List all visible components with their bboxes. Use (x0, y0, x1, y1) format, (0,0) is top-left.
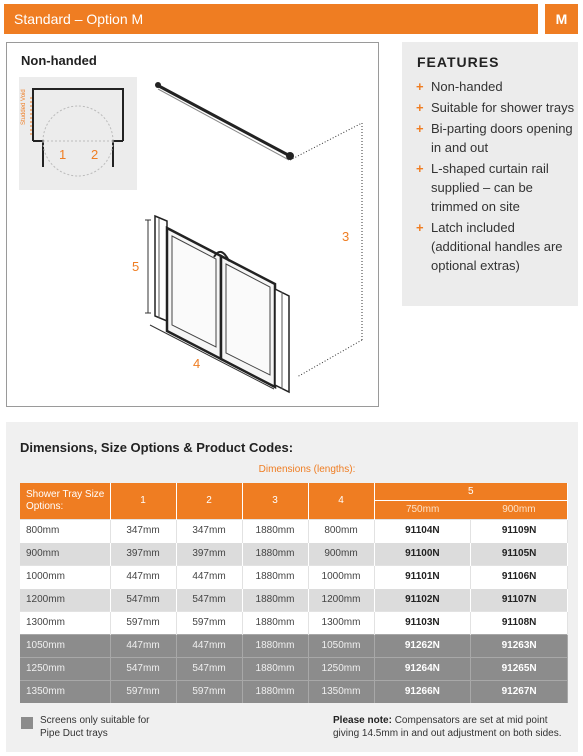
shower-screen-illustration (7, 43, 380, 408)
header-dim-4: 4 (308, 483, 374, 519)
feature-item: + Latch included (additional handles are optional extras) (416, 220, 563, 273)
cell-d3: 1880mm (242, 680, 308, 703)
cell-d4: 1350mm (308, 680, 374, 703)
feature-item: + L-shaped curtain rail supplied – can be trimmed on site (416, 161, 549, 214)
table-row (20, 634, 568, 657)
cell-d2: 447mm (176, 565, 242, 588)
cell-tray: 900mm (20, 542, 110, 565)
table-body (20, 519, 568, 703)
cell-code900: 91267N (471, 680, 568, 703)
compensator-note: Please note: Compensators are set at mid point giving 14.5mm in and out adjustment on both sides. (333, 715, 562, 739)
cell-d3: 1880mm (242, 634, 308, 657)
table-row (20, 565, 568, 588)
plus-icon: + (416, 121, 424, 136)
cell-d4: 1250mm (308, 657, 374, 680)
cell-d3: 1880mm (242, 519, 308, 542)
cell-code900: 91105N (471, 542, 568, 565)
feature-item: + Non-handed (416, 79, 503, 94)
cell-tray: 1350mm (20, 680, 110, 703)
cell-d1: 597mm (110, 611, 176, 634)
cell-d1: 347mm (110, 519, 176, 542)
cell-d4: 1000mm (308, 565, 374, 588)
cell-d2: 547mm (176, 657, 242, 680)
cell-d2: 547mm (176, 588, 242, 611)
cell-d2: 597mm (176, 611, 242, 634)
header-dim-5-750: 750mm (405, 504, 440, 516)
table-row (20, 680, 568, 703)
cell-code750: 91102N (374, 588, 471, 611)
section-header (4, 4, 538, 34)
table-row (20, 519, 568, 542)
size-options-table (20, 483, 568, 703)
header-dim-2: 2 (176, 483, 242, 519)
cell-code750: 91264N (374, 657, 471, 680)
product-diagram (6, 42, 379, 407)
features-panel (402, 42, 578, 306)
cell-code900: 91263N (471, 634, 568, 657)
header-tray-size: Shower Tray Size Options: (20, 483, 110, 519)
plan-door-2-label: 2 (91, 147, 99, 162)
cell-d3: 1880mm (242, 542, 308, 565)
dimensions-subtitle: Dimensions (lengths): (258, 464, 356, 475)
cell-code900: 91265N (471, 657, 568, 680)
features-title: FEATURES (417, 54, 500, 70)
dimension-4-label: 4 (193, 356, 201, 371)
header-dim-5 (374, 483, 568, 519)
cell-tray: 800mm (20, 519, 110, 542)
plan-door-1-label: 1 (59, 147, 67, 162)
cell-tray: 1050mm (20, 634, 110, 657)
table-header-row (20, 483, 568, 519)
plus-icon: + (416, 220, 424, 235)
cell-tray: 1000mm (20, 565, 110, 588)
plus-icon: + (416, 79, 424, 94)
diagram-title: Non-handed (21, 53, 97, 68)
studded-void-label: Studded Void (21, 89, 27, 125)
header-dim-1: 1 (110, 483, 176, 519)
table-row (20, 657, 568, 680)
table-row (20, 588, 568, 611)
cell-tray: 1300mm (20, 611, 110, 634)
cell-d1: 447mm (110, 634, 176, 657)
dimensions-title: Dimensions, Size Options & Product Codes: (20, 440, 294, 455)
plus-icon: + (416, 100, 424, 115)
plus-icon: + (416, 161, 424, 176)
cell-d4: 800mm (308, 519, 374, 542)
table-row (20, 611, 568, 634)
header-dim-5-label: 5 (375, 483, 568, 501)
cell-d2: 447mm (176, 634, 242, 657)
cell-d1: 447mm (110, 565, 176, 588)
cell-d2: 597mm (176, 680, 242, 703)
dimension-3-label: 3 (342, 229, 350, 244)
features-list (416, 77, 576, 277)
cell-d1: 597mm (110, 680, 176, 703)
cell-d1: 547mm (110, 588, 176, 611)
cell-code900: 91106N (471, 565, 568, 588)
option-badge: M (545, 4, 578, 34)
cell-code900: 91108N (471, 611, 568, 634)
cell-d3: 1880mm (242, 588, 308, 611)
cell-code750: 91101N (374, 565, 471, 588)
cell-d1: 397mm (110, 542, 176, 565)
cell-d1: 547mm (110, 657, 176, 680)
cell-tray: 1250mm (20, 657, 110, 680)
cell-code750: 91266N (374, 680, 471, 703)
cell-code750: 91100N (374, 542, 471, 565)
cell-code900: 91107N (471, 588, 568, 611)
cell-d4: 1050mm (308, 634, 374, 657)
dimensions-section (6, 422, 578, 752)
cell-d2: 347mm (176, 519, 242, 542)
cell-d3: 1880mm (242, 611, 308, 634)
cell-tray: 1200mm (20, 588, 110, 611)
cell-code750: 91262N (374, 634, 471, 657)
cell-d4: 900mm (308, 542, 374, 565)
cell-code750: 91104N (374, 519, 471, 542)
feature-item: + Bi-parting doors opening in and out (416, 121, 573, 155)
cell-code750: 91103N (374, 611, 471, 634)
dimension-5-label: 5 (132, 259, 140, 274)
section-title: Standard – Option M (14, 11, 144, 27)
pipe-duct-legend-swatch (21, 717, 33, 729)
pipe-duct-legend-text: Screens only suitable for Pipe Duct trays (40, 715, 150, 739)
feature-item: + Suitable for shower trays (416, 100, 575, 115)
cell-d2: 397mm (176, 542, 242, 565)
header-dim-5-900: 900mm (502, 504, 536, 516)
cell-d3: 1880mm (242, 565, 308, 588)
table-row (20, 542, 568, 565)
cell-d4: 1200mm (308, 588, 374, 611)
cell-d4: 1300mm (308, 611, 374, 634)
cell-d3: 1880mm (242, 657, 308, 680)
header-dim-3: 3 (242, 483, 308, 519)
cell-code900: 91109N (471, 519, 568, 542)
